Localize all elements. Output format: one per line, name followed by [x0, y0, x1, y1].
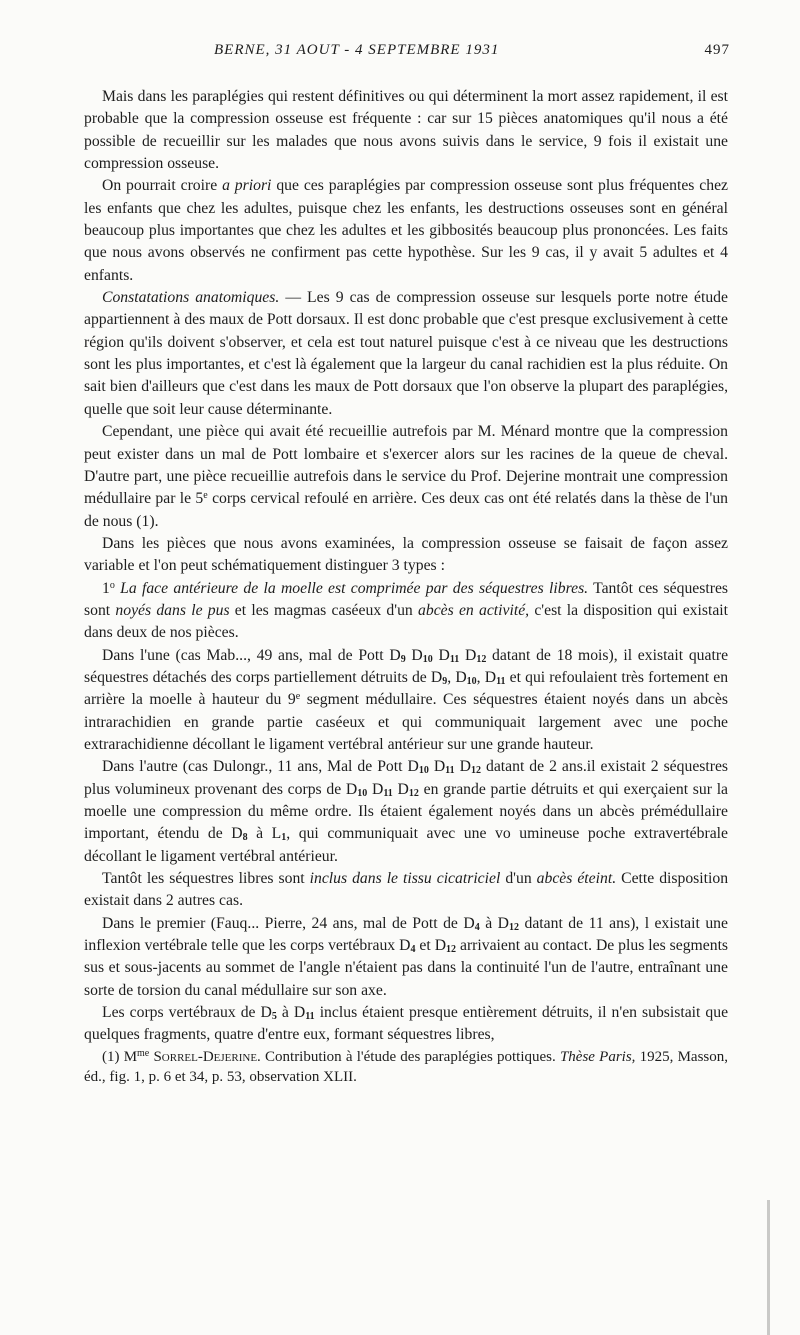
list-number: 1: [102, 579, 110, 597]
subscript: 4: [410, 944, 416, 956]
text-run: en grande partie détruits et qui exerçaient sur la moelle une compression du même ordre. Ils étaient également noyés dans un abcès prémédullaire important, étendu de: [84, 780, 729, 843]
book-page: [84, 42, 728, 1087]
running-title: BERNE, 31 AOUT - 4 SEPTEMBRE 1931: [214, 42, 500, 58]
paragraph-5: Dans les pièces que nous avons examinées, la compression osseuse se faisait de façon assez variable et l'on peut schématiquement distinguer 3 types :: [84, 534, 728, 575]
text-run: inclus étaient presque entièrement détruits, il n'en subsistait que quelques fragments, quatre d'entre eux, formant séquestres libres,: [84, 1004, 729, 1044]
italic-run: inclus dans le tissu cicatriciel: [309, 870, 501, 888]
italic-run: abcès éteint.: [536, 870, 617, 888]
text-run: Dans l'autre (cas Dulongr., 11 ans, Mal de Pott: [102, 758, 403, 776]
scan-edge-mark: [767, 1200, 770, 1335]
italic-run: abcès en activité,: [418, 601, 530, 619]
vertebra: D: [397, 780, 409, 798]
paragraph-1: Mais dans les paraplégies qui restent définitives ou qui déterminent la mort assez rapidement, il est probable que la compression osseuse est fréquente : car sur 15 pièces anatomiques qu'il nous a été possible de recueillir sur les malades que nous avons suivis dans le service, 9 fois il existait une compression osseuse.: [84, 88, 728, 173]
italic-run: La face antérieure de la moelle est comprimée par des séquestres libres.: [120, 579, 589, 597]
section-heading: Constatations anatomiques.: [102, 289, 280, 307]
vertebra: D: [464, 646, 477, 664]
subscript: 12: [508, 921, 519, 933]
subscript: 9: [400, 653, 406, 665]
subscript: 12: [470, 765, 481, 777]
text-run: , qui communiquait avec une vo umineuse poche extravertébrale décollant le ligament vertébral antérieur.: [84, 825, 729, 865]
text-run: — Les 9 cas de compression osseuse sur lesquels porte notre étude appartiennent à des maux de Pott dorsaux. Il est donc probable que c'est presque exclusivement à cette région qu'ils doivent s'observer, et cela est tout naturel puisque c'est à ce niveau que les destructions sont les plus importantes, et c'est là également que la largeur du canal rachidien est la plus réduite. On sait bien d'ailleurs que c'est dans les maux de Pott dorsaux que l'on observe la plupart des paraplégies, quelle que soit leur cause déterminante.: [84, 289, 728, 418]
footnote: [84, 1047, 728, 1087]
subscript: 12: [408, 787, 419, 799]
page-number: 497: [704, 42, 730, 58]
text-run: Dans l'une (cas Mab..., 49 ans, mal de Pott: [102, 646, 384, 664]
paragraph-4: [84, 421, 728, 533]
paragraph-2: [84, 175, 728, 287]
subscript: 11: [305, 1011, 315, 1023]
vertebra: D: [497, 914, 509, 932]
text-run: Cette disposition existait dans 2 autres cas.: [84, 870, 729, 910]
text-run: ,: [447, 668, 452, 686]
footnote-mark: (1) M: [102, 1048, 138, 1065]
vertebra: D: [389, 646, 401, 664]
subscript: 11: [445, 765, 455, 777]
footnote-author: Sorrel-Dejerine.: [153, 1048, 261, 1065]
subscript: 11: [383, 787, 393, 799]
superscript: o: [109, 579, 115, 591]
text-run: ,: [476, 668, 481, 686]
text-run: datant de 11 ans), l existait une inflexion vertébrale telle que les corps vertébraux: [84, 914, 728, 955]
subscript: 11: [449, 653, 460, 665]
text-run: Contribution à l'étude des paraplégies pottiques.: [265, 1048, 556, 1065]
text-run: Dans le premier (Fauq... Pierre, 24 ans, mal de Pott de: [102, 914, 458, 932]
subscript: 12: [446, 944, 457, 956]
vertebra: D: [438, 646, 450, 664]
text-run: à: [256, 825, 264, 843]
text-run: et les magmas caséeux d'un: [234, 601, 413, 619]
text-run: Tantôt les séquestres libres sont: [102, 870, 305, 888]
subscript: 10: [357, 787, 368, 799]
text-run: Cependant, une pièce qui avait été recueillie autrefois par M. Ménard montre que la compression peut exister dans un mal de Pott lombaire et s'exercer alors sur les racines de la queue de cheval. D'autre part, une pièce recueillie autrefois dans le service du Prof. Dejerine montrait une compression médullaire par le 5: [84, 423, 728, 508]
text-run: 1925, Masson, éd., fig. 1, p. 6 et 34, p. 53, observation XLII.: [84, 1048, 728, 1085]
text-run: à: [281, 1004, 289, 1022]
body-text: [84, 86, 728, 1087]
subscript: 5: [271, 1011, 277, 1023]
vertebra: D: [407, 758, 419, 776]
subscript: 12: [476, 653, 487, 665]
superscript: e: [203, 490, 208, 502]
vertebra: D: [260, 1004, 272, 1022]
vertebra: D: [399, 937, 411, 955]
vertebra: D: [459, 758, 471, 776]
paragraph-7: [84, 645, 728, 757]
text-run: que ces paraplégies par compression osseuse sont plus fréquentes chez les enfants que chez les adultes, puisque chez les enfants, les destructions osseuses sont en général beaucoup plus importantes que chez les adultes et les gibbosités beaucoup plus prononcées. Les faits que nous avons observés ne confirment pas cette hypothèse. Sur les 9 cas, il y avait 5 adultes et 4 enfants.: [84, 177, 728, 284]
vertebra: D: [411, 646, 423, 664]
vertebra: D: [433, 758, 446, 776]
paragraph-3: [84, 287, 728, 421]
subscript: 10: [418, 765, 429, 777]
text-run: corps cervical refoulé en arrière. Ces deux cas ont été relatés dans la thèse de l'un de nous (1).: [84, 490, 729, 530]
text-run: et qui refoulaient très fortement en arrière la moelle à hauteur du 9: [84, 668, 729, 709]
paragraph-10: [84, 913, 728, 1002]
italic-run: noyés dans le pus: [115, 601, 230, 619]
vertebra: D: [231, 825, 243, 843]
text-run: Les corps vertébraux de: [102, 1004, 256, 1022]
text-run: datant de 2 ans.il existait 2 séquestres plus volumineux provenant des corps de: [84, 758, 729, 798]
paragraph-8: [84, 756, 728, 868]
vertebra: D: [463, 914, 475, 932]
subscript: 9: [442, 675, 448, 687]
superscript: me: [137, 1047, 150, 1059]
vertebra: D: [434, 937, 447, 955]
vertebra: D: [484, 668, 497, 686]
text-run: segment médullaire. Ces séquestres étaient noyés dans un abcès intrarachidien en grande partie caséeux et qui communiquait largement avec une poche extrarachidienne décollant le ligament vertébral antérieur sur une grande hauteur.: [84, 691, 728, 753]
italic-run: Thèse Paris,: [559, 1048, 636, 1065]
text-run: arrivaient au contact. De plus les segments sus et sous-jacents au sommet de l'angle n'étaient pas dans la continuité l'un de l'autre, entraînant une sorte de torsion du canal médullaire sur son axe.: [84, 937, 729, 999]
subscript: 8: [242, 832, 248, 844]
subscript: 10: [466, 675, 477, 687]
text-run: à: [485, 914, 493, 932]
text-run: datant de 18 mois), il existait quatre séquestres détachés des corps partiellement détruits de: [84, 646, 729, 686]
vertebra: D: [455, 668, 467, 686]
paragraph-11: [84, 1002, 728, 1047]
text-run: On pourrait croire: [102, 177, 218, 195]
subscript: 10: [422, 653, 433, 665]
text-run: Tantôt ces séquestres sont: [84, 579, 729, 619]
page-header: [84, 42, 728, 66]
superscript: e: [295, 691, 301, 703]
text-run: d'un: [505, 870, 532, 888]
vertebra: L: [271, 825, 282, 843]
paragraph-6: [84, 578, 728, 645]
subscript: 11: [496, 675, 506, 687]
text-run: c'est la disposition qui existait dans deux de nos pièces.: [84, 601, 728, 642]
subscript: 4: [474, 921, 480, 933]
subscript: 1: [281, 832, 287, 844]
vertebra: D: [345, 780, 358, 798]
vertebra: D: [372, 780, 384, 798]
text-run: et: [419, 937, 431, 955]
paragraph-9: [84, 868, 728, 913]
italic-run: a priori: [222, 177, 272, 195]
vertebra: D: [430, 668, 443, 686]
vertebra: D: [293, 1004, 306, 1022]
